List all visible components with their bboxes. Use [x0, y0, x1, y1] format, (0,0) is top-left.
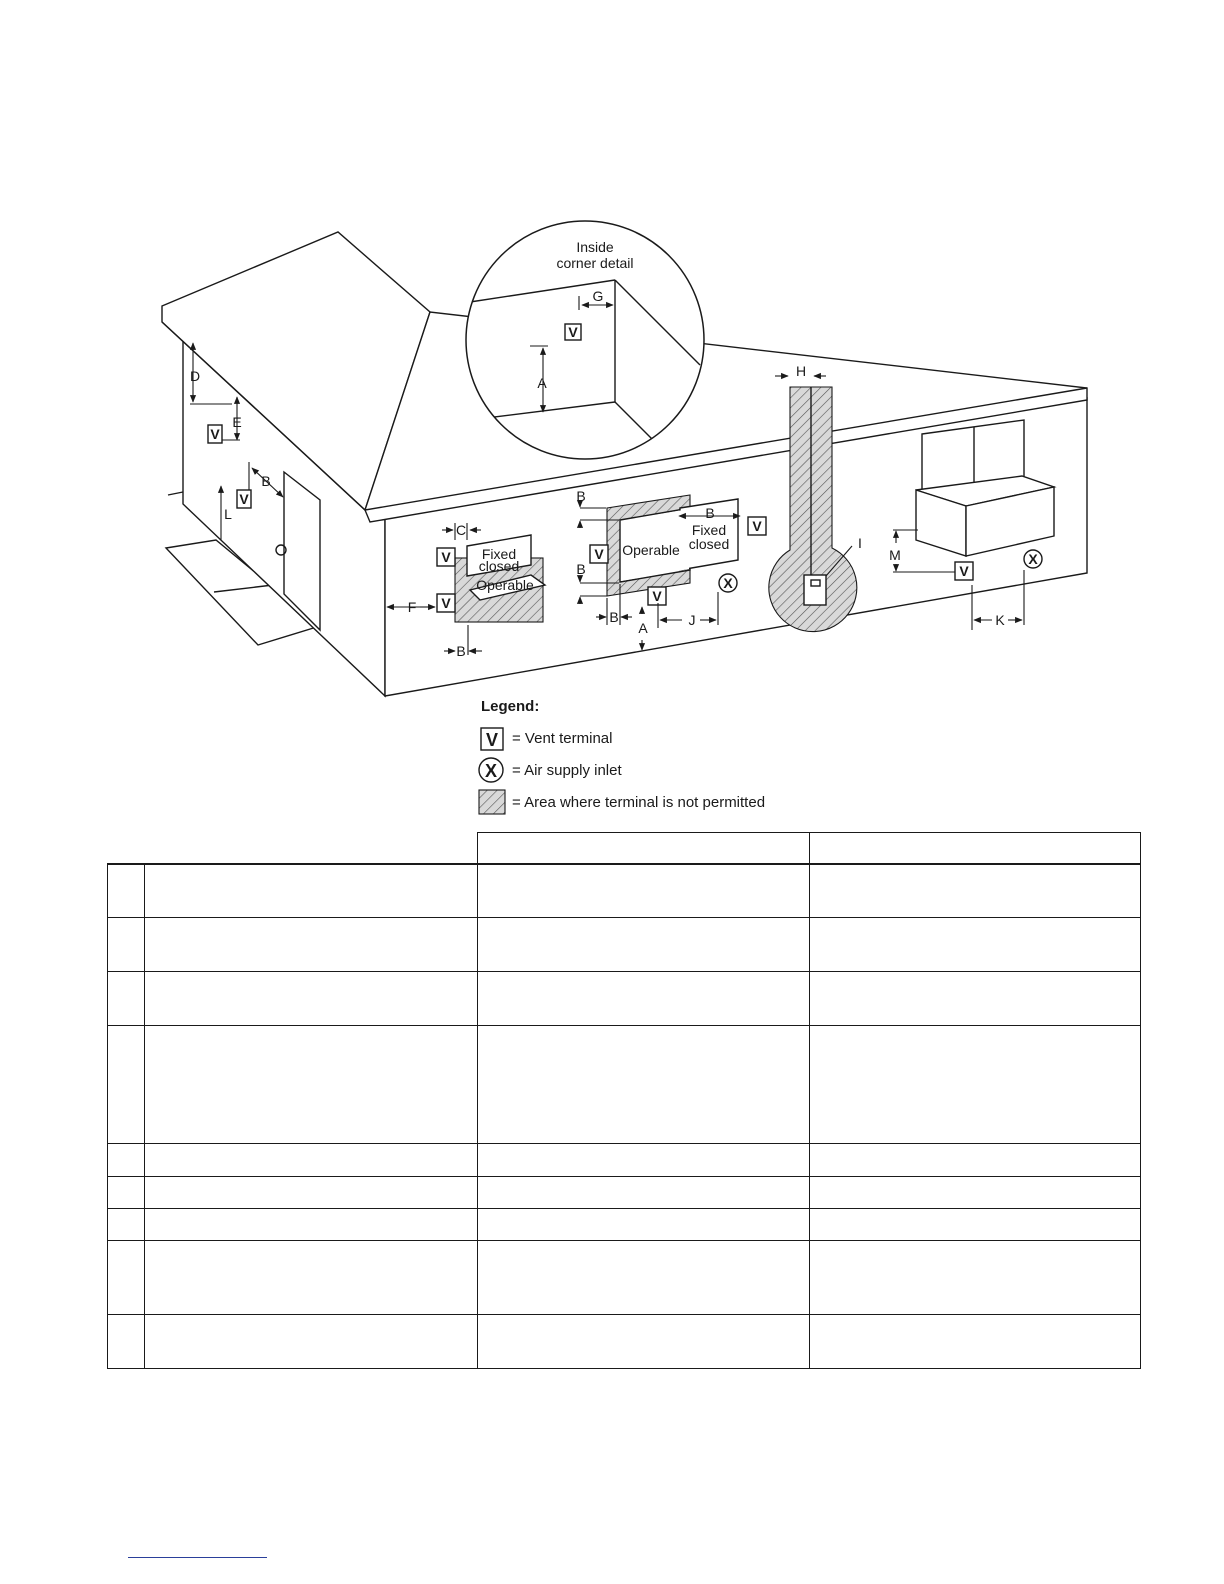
label-i: I: [858, 535, 862, 551]
footer-link-underline[interactable]: [128, 1557, 267, 1558]
header-cell: [478, 833, 810, 865]
label-j: J: [688, 612, 696, 628]
label-b-right: B: [705, 505, 715, 521]
inset-title-line1: Inside: [576, 239, 614, 255]
label-f: F: [407, 599, 417, 615]
table-row: [108, 1240, 1141, 1314]
svg-text:V: V: [441, 595, 451, 611]
label-h: H: [795, 363, 807, 379]
label-b-bottom: B: [456, 643, 466, 659]
table-row: [108, 971, 1141, 1025]
svg-text:V: V: [485, 730, 499, 750]
label-l: L: [224, 506, 232, 522]
legend-not-permitted: = Area where terminal is not permitted: [512, 794, 766, 811]
svg-text:Operable: Operable: [476, 577, 534, 593]
legend: [479, 698, 765, 814]
legend-title: Legend:: [481, 698, 540, 715]
table-row: [108, 1025, 1141, 1143]
hatch-swatch: [479, 790, 505, 814]
svg-text:X: X: [1028, 551, 1038, 567]
label-b-under: B: [609, 609, 619, 625]
legend-vent-terminal: = Vent terminal: [512, 730, 613, 747]
svg-text:closed: closed: [688, 536, 730, 552]
label-k: K: [995, 612, 1005, 628]
table-row: [108, 1143, 1141, 1176]
label-g-inset: G: [592, 288, 604, 304]
inset-title-line2: corner detail: [556, 255, 634, 271]
label-a: A: [638, 620, 648, 636]
clearance-table: [107, 832, 1141, 1369]
label-b-left: B: [261, 473, 271, 489]
inside-corner-inset: [466, 221, 704, 459]
label-b-mid: B: [576, 561, 586, 577]
svg-text:V: V: [239, 491, 249, 507]
svg-text:V: V: [568, 324, 578, 340]
legend-air-supply-inlet: = Air supply inlet: [512, 762, 622, 779]
svg-text:Operable: Operable: [622, 542, 680, 558]
svg-text:Fixed: Fixed: [691, 522, 727, 538]
svg-text:V: V: [441, 549, 451, 565]
svg-text:V: V: [752, 518, 762, 534]
label-b-top: B: [576, 488, 586, 504]
svg-text:X: X: [484, 761, 498, 781]
svg-text:V: V: [210, 426, 220, 442]
svg-text:V: V: [652, 588, 662, 604]
svg-text:V: V: [959, 563, 969, 579]
header-cell: [810, 833, 1141, 865]
table-row: [108, 1208, 1141, 1240]
svg-text:X: X: [723, 575, 733, 591]
svg-text:Fixed: Fixed: [481, 546, 517, 562]
table-row: [108, 864, 1141, 917]
table-row: [108, 1314, 1141, 1368]
label-m: M: [889, 547, 901, 563]
label-a-inset: A: [537, 375, 547, 391]
label-d: D: [189, 368, 201, 384]
svg-text:V: V: [594, 546, 604, 562]
table-row: [108, 1176, 1141, 1208]
table-header-row: [108, 833, 1141, 865]
label-e: E: [232, 414, 242, 430]
table-row: [108, 917, 1141, 971]
svg-text:closed: closed: [478, 558, 520, 574]
label-c: C: [455, 522, 467, 538]
